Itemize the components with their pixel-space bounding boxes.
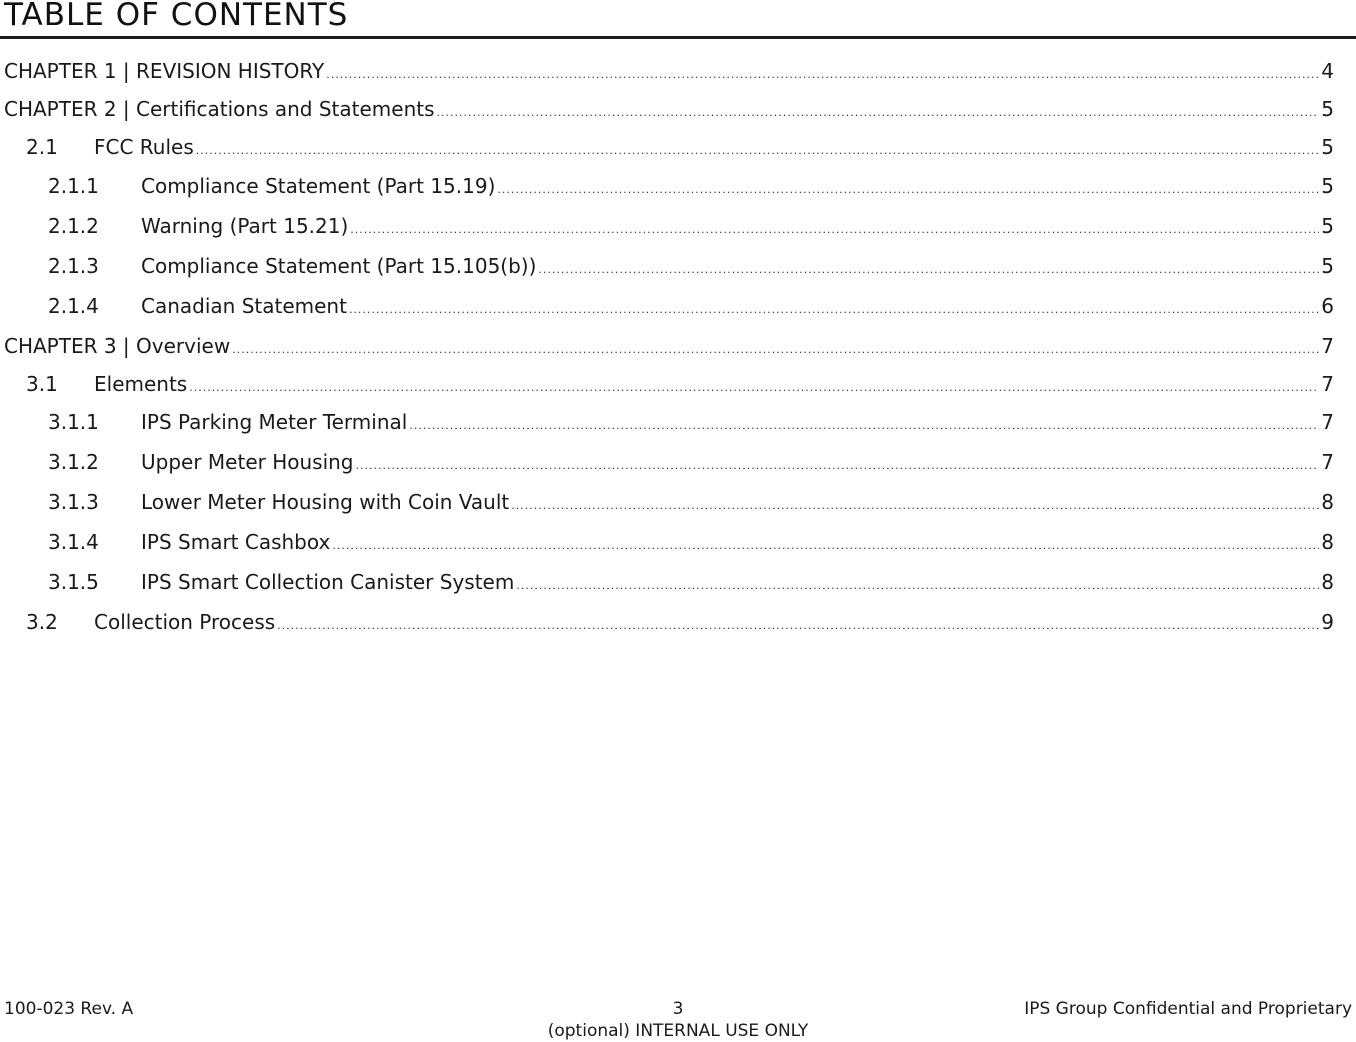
toc-entry-number: 3.1.1 [48, 410, 99, 434]
toc-entry-title: Collection Process [94, 610, 276, 634]
toc-entry[interactable] [26, 607, 1334, 637]
toc-entry-title: IPS Smart Collection Canister System [141, 570, 515, 594]
toc-entry[interactable] [26, 132, 1334, 162]
toc-entry[interactable] [48, 291, 1334, 321]
toc-leader-dots [516, 571, 1319, 601]
toc-entry-number: 2.1.4 [48, 294, 99, 318]
footer-confidentiality: IPS Group Confidential and Proprietary [1024, 999, 1352, 1019]
toc-entry-title: Canadian Statement [141, 294, 347, 318]
toc-leader-dots [511, 491, 1319, 521]
footer-doc-id: 100-023 Rev. A [4, 999, 134, 1019]
toc-leader-dots [437, 98, 1320, 128]
toc-entry-page: 7 [1321, 372, 1334, 396]
toc-entry-page: 5 [1321, 254, 1334, 278]
toc-entry[interactable] [48, 447, 1334, 477]
toc-entry-page: 8 [1321, 530, 1334, 554]
toc-entry-page: 8 [1321, 490, 1334, 514]
toc-leader-dots [232, 335, 1319, 365]
toc-entry-number: 3.1.4 [48, 530, 99, 554]
toc-entry-page: 6 [1321, 294, 1334, 318]
toc-leader-dots [356, 451, 1320, 481]
toc-leader-dots [332, 531, 1319, 561]
toc-leader-dots [497, 175, 1319, 205]
toc-entry-title: CHAPTER 2 | Certifications and Statements [4, 97, 435, 121]
toc-entry-title: FCC Rules [94, 135, 194, 159]
toc-entry-number: 2.1 [26, 135, 58, 159]
heading-divider [0, 36, 1356, 39]
toc-entry-number: 3.1.2 [48, 450, 99, 474]
toc-entry-page: 5 [1321, 135, 1334, 159]
toc-entry-title: Compliance Statement (Part 15.105(b)) [141, 254, 537, 278]
toc-entry[interactable] [4, 56, 1334, 86]
toc-entry[interactable] [48, 527, 1334, 557]
footer-internal-note: (optional) INTERNAL USE ONLY [547, 1021, 809, 1041]
toc-leader-dots [350, 215, 1319, 245]
page-title: TABLE OF CONTENTS [4, 0, 349, 33]
toc-leader-dots [189, 373, 1319, 403]
toc-entry-page: 5 [1321, 214, 1334, 238]
toc-leader-dots [409, 411, 1319, 441]
toc-entry-number: 2.1.1 [48, 174, 99, 198]
toc-entry-page: 8 [1321, 570, 1334, 594]
toc-entry-number: 3.1 [26, 372, 58, 396]
toc-entry-page: 4 [1321, 59, 1334, 83]
toc-leader-dots [196, 136, 1320, 166]
toc-entry-page: 5 [1321, 97, 1334, 121]
toc-entry-title: IPS Parking Meter Terminal [141, 410, 408, 434]
toc-leader-dots [538, 255, 1319, 285]
toc-entry-title: IPS Smart Cashbox [141, 530, 331, 554]
toc-entry-title: CHAPTER 1 | REVISION HISTORY [4, 59, 325, 83]
toc-entry[interactable] [48, 251, 1334, 281]
toc-entry-title: Elements [94, 372, 188, 396]
toc-leader-dots [277, 611, 1319, 641]
toc-entry-title: Upper Meter Housing [141, 450, 354, 474]
toc-entry-title: CHAPTER 3 | Overview [4, 334, 231, 358]
toc-entry-number: 3.1.5 [48, 570, 99, 594]
toc-entry[interactable] [48, 171, 1334, 201]
toc-entry-title: Warning (Part 15.21) [141, 214, 349, 238]
toc-entry-number: 2.1.2 [48, 214, 99, 238]
toc-entry[interactable] [48, 211, 1334, 241]
toc-entry-page: 5 [1321, 174, 1334, 198]
toc-entry[interactable] [4, 331, 1334, 361]
toc-entry-title: Lower Meter Housing with Coin Vault [141, 490, 510, 514]
toc-leader-dots [326, 60, 1319, 90]
footer-page-number: 3 [672, 999, 684, 1019]
toc-entry[interactable] [4, 94, 1334, 124]
toc-leader-dots [349, 295, 1319, 325]
toc-entry-number: 3.2 [26, 610, 58, 634]
toc-entry-page: 7 [1321, 334, 1334, 358]
toc-entry[interactable] [48, 487, 1334, 517]
toc-entry-page: 9 [1321, 610, 1334, 634]
toc-entry-title: Compliance Statement (Part 15.19) [141, 174, 496, 198]
toc-entry-number: 2.1.3 [48, 254, 99, 278]
toc-entry-page: 7 [1321, 410, 1334, 434]
toc-entry[interactable] [26, 369, 1334, 399]
toc-entry[interactable] [48, 567, 1334, 597]
toc-entry-number: 3.1.3 [48, 490, 99, 514]
toc-entry[interactable] [48, 407, 1334, 437]
toc-entry-page: 7 [1321, 450, 1334, 474]
